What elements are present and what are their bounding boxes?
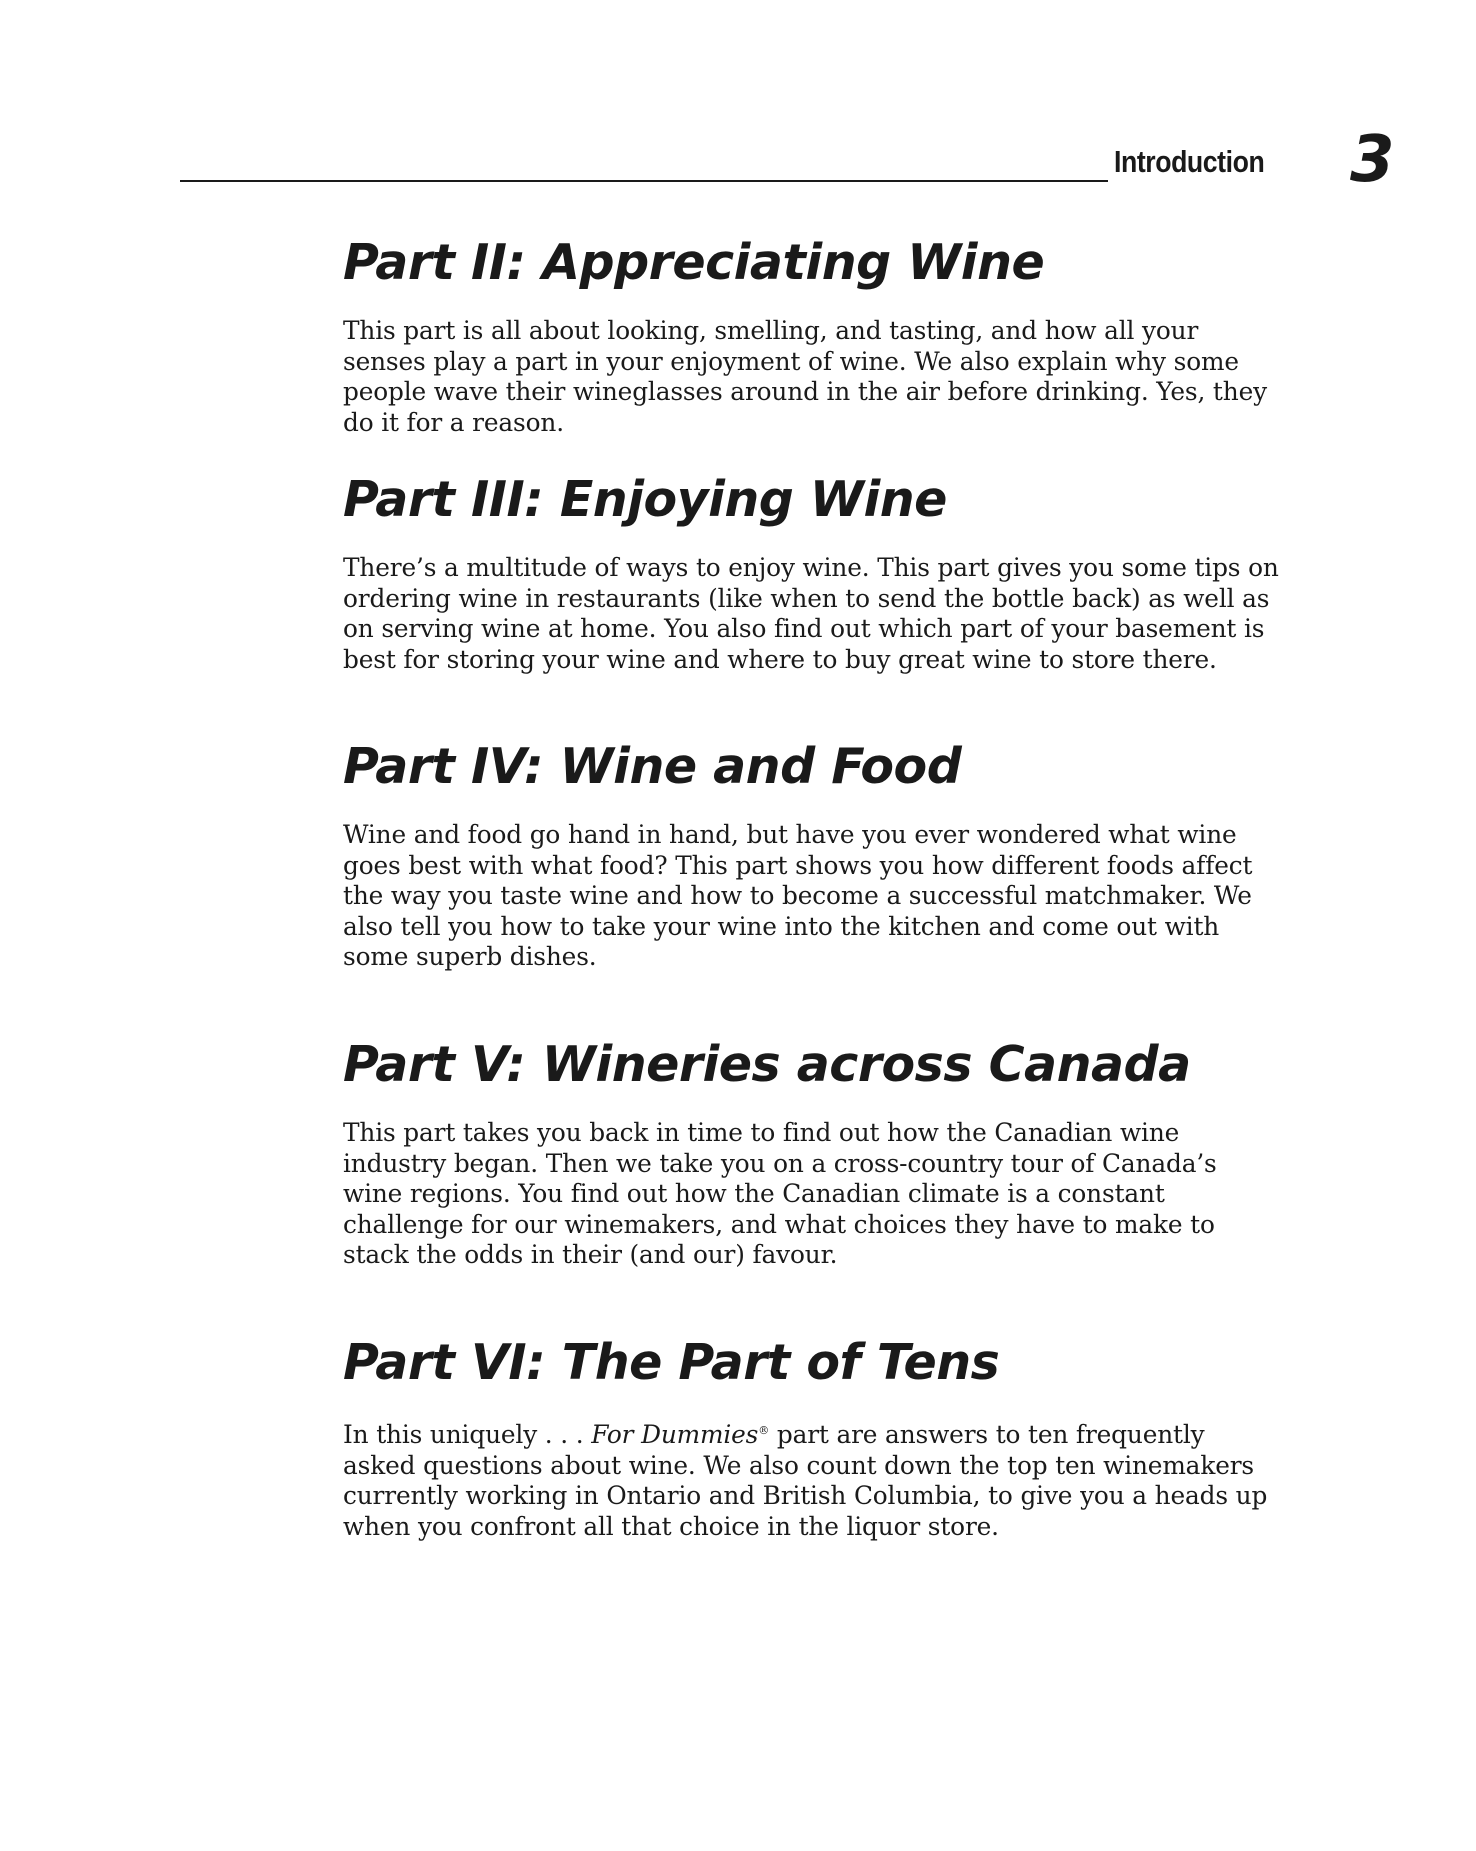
- running-head-title: Introduction: [1114, 144, 1265, 179]
- section-heading: Part III: Enjoying Wine: [343, 471, 947, 528]
- registered-mark: ®: [758, 1424, 770, 1437]
- section-body: This part is all about looking, smelling, and tasting, and how all your senses play a part in your enjoyment of wine. We also explain why some people wave their wineglasses around in the air before drinking. Yes, they do it for a reason.: [343, 316, 1267, 437]
- body-text-suffix: part are answers to ten frequently asked questions about wine. We also count down the top ten winemakers currently working in Ontario and British Columbia, to give you a heads up when you confront all that choice in the liquor store.: [343, 1420, 1268, 1541]
- section-body: This part takes you back in time to find out how the Canadian wine industry began. Then we take you on a cross-country tour of Canada’s wine regions. You find out how the Canadian climate is a constant challenge for our winemakers, and what choices they have to make to stack the odds in their (and our) favour.: [343, 1118, 1217, 1270]
- page-content: [343, 234, 1283, 1541]
- for-dummies-title: For Dummies: [591, 1420, 759, 1449]
- running-head: [180, 123, 1396, 197]
- section-heading: Part VI: The Part of Tens: [343, 1334, 1000, 1391]
- section-body: Wine and food go hand in hand, but have you ever wondered what wine goes best with what food? This part shows you how different foods affect the way you taste wine and how to become a successful matchmaker. We also tell you how to take your wine into the kitchen and come out with some superb dishes.: [343, 820, 1253, 972]
- body-text-prefix: In this uniquely . . .: [343, 1420, 592, 1449]
- header-rule: [180, 180, 1108, 182]
- section-part-6: [343, 1334, 1283, 1541]
- section-part-3: [343, 473, 1283, 740]
- section-heading: Part V: Wineries across Canada: [343, 1036, 1191, 1093]
- section-body: [343, 1416, 1283, 1542]
- section-body: There’s a multitude of ways to enjoy wine. This part gives you some tips on ordering wine in restaurants (like when to send the bottle back) as well as on serving wine at home. You also find out which part of your basement is best for storing your wine and where to buy great wine to store there.: [343, 553, 1279, 674]
- section-heading: Part IV: Wine and Food: [343, 738, 962, 795]
- page-number: 3: [1350, 123, 1395, 197]
- section-heading: Part II: Appreciating Wine: [343, 234, 1045, 291]
- section-part-5: [343, 1038, 1283, 1336]
- section-part-4: [343, 740, 1283, 1038]
- section-part-2: [343, 236, 1283, 473]
